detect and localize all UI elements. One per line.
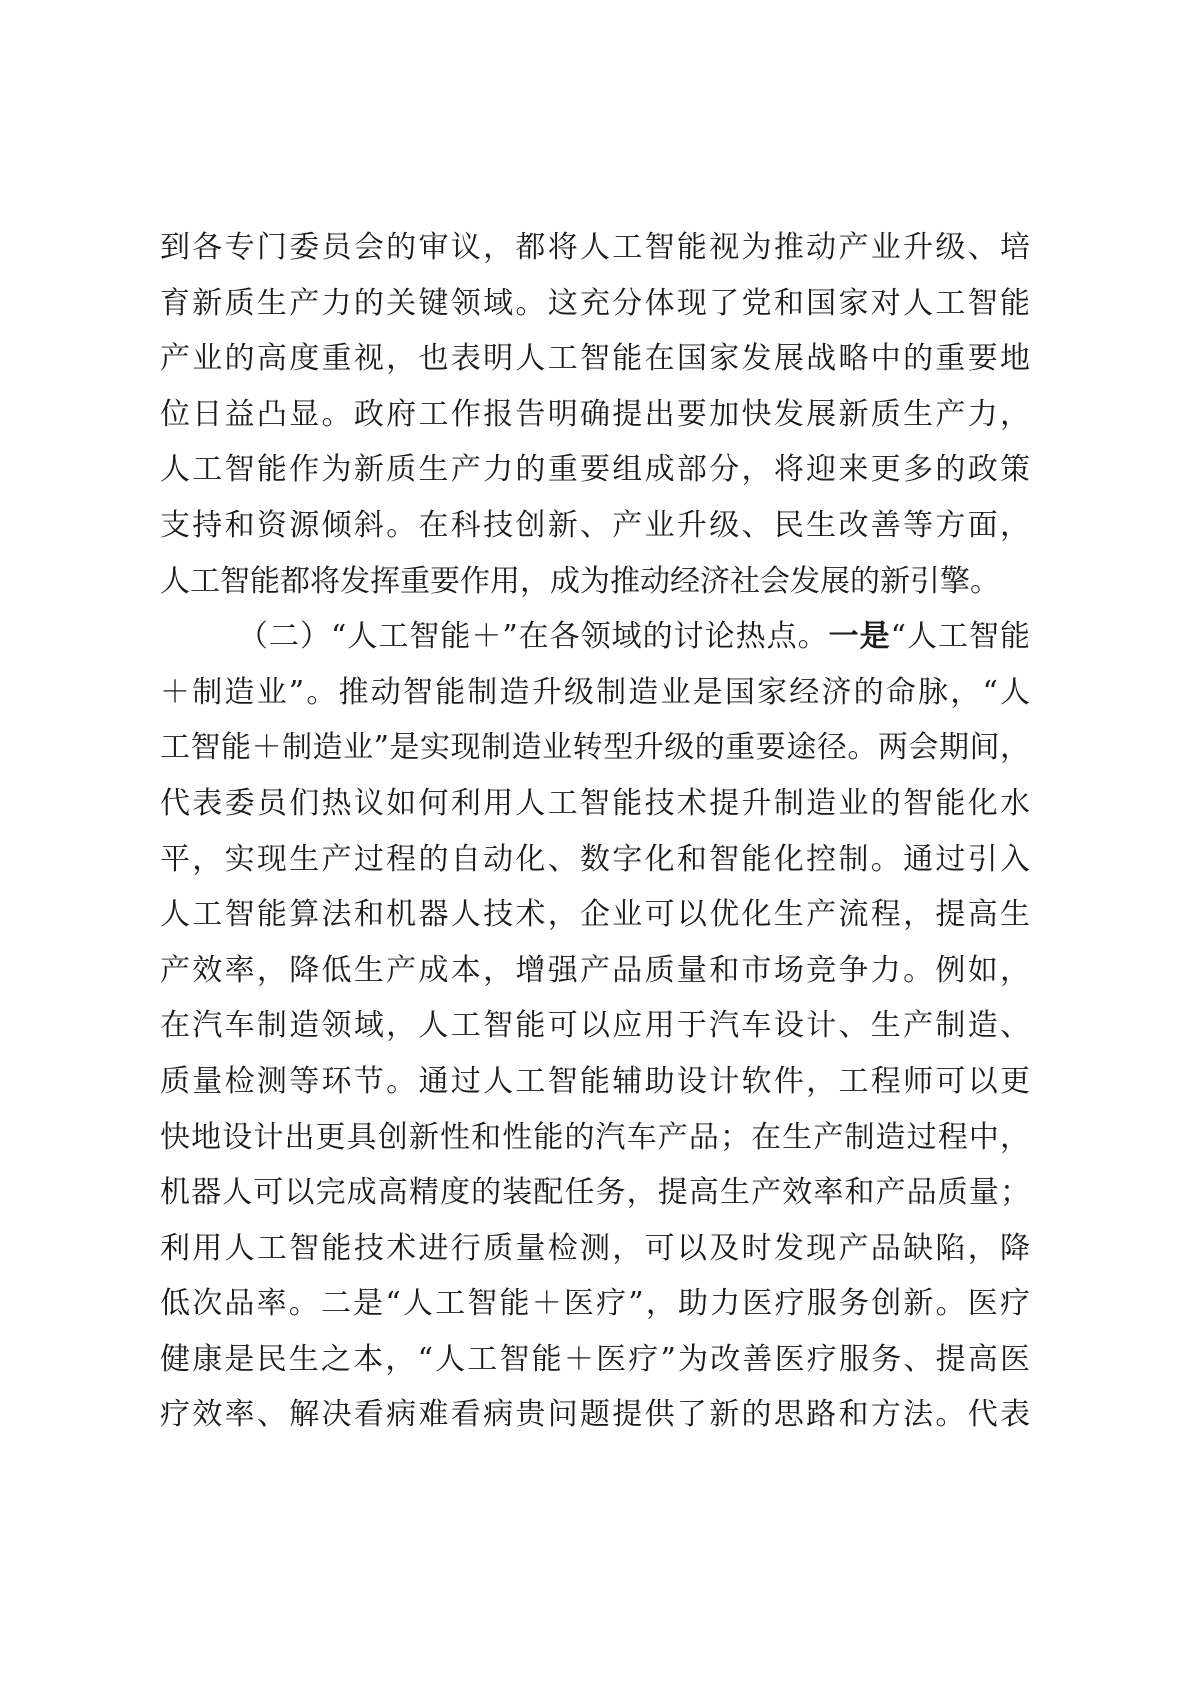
text-line: 健康是民生之本，“人工智能＋医疗”为改善医疗服务、提高医 [160,1341,1030,1377]
section-heading: （二）“人工智能＋”在各领域的讨论热点。 [238,619,829,655]
document-body [160,220,1030,1443]
text-line: 代表委员们热议如何利用人工智能技术提升制造业的智能化水 [160,785,1030,821]
text-line: 人工智能作为新质生产力的重要组成部分，将迎来更多的政策 [160,452,1030,488]
text-line: 机器人可以完成高精度的装配任务，提高生产效率和产品质量； [160,1175,1030,1211]
text-line: 人工智能算法和机器人技术，企业可以优化生产流程，提高生 [160,897,1030,933]
text-line: 到各专门委员会的审议，都将人工智能视为推动产业升级、培 [160,230,1030,265]
text-line: 低次品率。二是“人工智能＋医疗”，助力医疗服务创新。医疗 [160,1286,1030,1322]
text-line: 平，实现生产过程的自动化、数字化和智能化控制。通过引入 [160,841,1030,877]
text-line: 疗效率、解决看病难看病贵问题提供了新的思路和方法。代表 [160,1397,1030,1433]
text-line: 位日益凸显。政府工作报告明确提出要加快发展新质生产力， [160,396,1030,432]
text-line: 工智能＋制造业”是实现制造业转型升级的重要途径。两会期间， [160,730,1030,766]
text-line: 快地设计出更具创新性和性能的汽车产品；在生产制造过程中， [160,1119,1030,1155]
section-heading-line [160,609,1030,665]
text-line: 产效率，降低生产成本，增强产品质量和市场竞争力。例如， [160,952,1030,988]
text-line: 利用人工智能技术进行质量检测，可以及时发现产品缺陷，降 [160,1230,1030,1266]
text-line: 产业的高度重视，也表明人工智能在国家发展战略中的重要地 [160,341,1030,377]
text-line: 育新质生产力的关键领域。这充分体现了党和国家对人工智能 [160,285,1030,321]
text-line: 在汽车制造领域，人工智能可以应用于汽车设计、生产制造、 [160,1008,1030,1044]
text-line: 人工智能都将发挥重要作用，成为推动经济社会发展的新引擎。 [160,563,1000,599]
emphasis-first: 一是 [828,619,891,655]
text-line: ＋制造业”。推动智能制造升级制造业是国家经济的命脉，“人 [160,674,1030,710]
text-line: 支持和资源倾斜。在科技创新、产业升级、民生改善等方面， [160,507,1030,543]
text-line: 质量检测等环节。通过人工智能辅助设计软件，工程师可以更 [160,1063,1030,1099]
text-fragment: “人工智能 [890,619,1030,655]
